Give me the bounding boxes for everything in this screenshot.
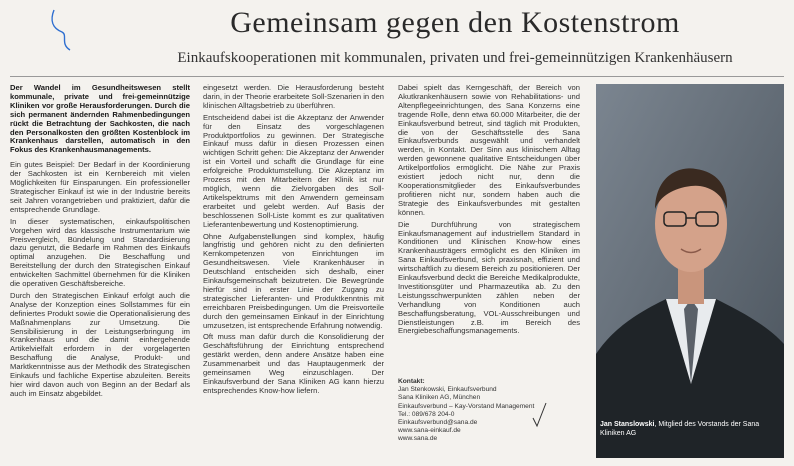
- paragraph: In dieser systematischen, einkaufspolitischen Vorgehen wird das klassische Instrumentarium wie Preisvergleich, Bündelung und Standardisierung dazu genutzt, die Bedarfe im Rahmen des Einkaufs optimal anzugehen. Die Beschaffung und Bereitstellung der durch den Strategischen Einkauf entwickelten Sachmittel übernehmen für die Kliniken die operativen Geschäftsbereiche.: [10, 216, 190, 289]
- paragraph: Oft muss man dafür durch die Konsolidierung der Geschäftsführung der Einrichtung entsprechend gestärkt werden, denn andere Ansätze haben eine Zusammenarbeit und das Hauptaugenmerk der gemeinsamen Weg einzuschlagen. Der Einkaufsverbund der Sana Kliniken AG kann hierzu entsprechendes Know-how liefern.: [203, 332, 384, 395]
- photo-caption: [600, 420, 780, 438]
- contact-box: [398, 378, 580, 460]
- contact-line: Einkaufsverbund – Kay-Vorstand Management: [398, 402, 535, 410]
- paragraph: Durch den Strategischen Einkauf erfolgt auch die Analyse der Konzeption eines Sollstammes für ein definiertes Produkt sowie die Operationalisierung des Maßnahmenplans zur Umsetzung. Die Sensibilisierung in der Leistungserbringung im Krankenhaus und die damit einhergehende Artikelvielfalt erfordern in der vorgelagerten Beschaffung die Analyse, Produkt- und Marktkenntnisse aus der Methodik des Strategischen Einkaufs und fachliche Expertise abzuleiten. Bereits hier wird davon auch von Beginn an der Bedarf als auch im Einsatz abgebildet.: [10, 290, 190, 398]
- article-column-2: [203, 84, 384, 456]
- contact-line: Sana Kliniken AG, München: [398, 394, 481, 402]
- article-headline: Gemeinsam gegen den Kostenstrom: [230, 6, 680, 39]
- contact-label: Kontakt:: [398, 378, 425, 385]
- paragraph: Ohne Aufgabenstellungen sind komplex, häufig langfristig und gehören nicht zu den definierten Kernkompetenzen von Einrichtungen im Gesundheitswesen. Viele Krankenhäuser in Deutschland entscheiden sich deshalb, einer Einkaufsgemeinschaft beizutreten. Die Bewegründe hierfür sind in erster Linie der Zugang zu strategischer Lieferanten- und Produktkenntnis mit erreichbaren Preisbedingungen. Um die Preisvorteile durch den gemeinsamen Einkauf in der Einrichtung umzusetzen, ist entsprechende Erfahrung notwendig.: [203, 231, 384, 330]
- article-lead: Der Wandel im Gesundheitswesen stellt kommunale, private und frei-gemeinnützige Kliniken vor große Herausforderungen. Durch die sich permanent ändernden Rahmenbedingungen rückt die Betrachtung der Sachkosten, die nach den Personalkosten den größten Kostenblock im Krankenhaus darstellen, automatisch in den Fokus des Krankenhausmanagements.: [10, 84, 190, 155]
- contact-website: www.sana.de: [398, 435, 438, 443]
- caption-name: Jan Stanslowski: [600, 421, 655, 428]
- paragraph: Ein gutes Beispiel: Der Bedarf in der Koordinierung der Sachkosten ist ein Kernbereich mit vielen Möglichkeiten für Einsparungen. Ein professioneller Strategischer Einkauf ist wie in der Industrie bereits seit Jahren vorangetrieben und praktiziert, dafür die entsprechende Grundlage.: [10, 160, 190, 214]
- header-divider: [10, 76, 784, 77]
- check-mark-icon: [530, 400, 550, 430]
- paragraph: Dabei spielt das Kerngeschäft, der Bereich von Akutkrankenhäusern sowie von Rehabilitations- und Altenpflegeeinrichtungen, des Sana Konzerns eine tragende Rolle, denn etwa 60.000 Mitarbeiter, die der Einkaufsverbund betreut, sind täglich mit Produkten, die von der Geschäftsstelle des Sana Einkaufsverbunds ausgewählt und verhandelt werden, in Kontakt. Der Sinn aus klinischem Alltag werden gewonnene qualitative Entscheidungen über Artikelportfolios ermöglicht. Die Nähe zur Praxis existiert jedoch nicht nur, denn die Kooperationsmitglieder des Einkaufsverbundes profitieren nicht nur, sondern haben auch die Strategie des Einkaufsverbundes mit gestalten können.: [398, 84, 580, 217]
- paragraph: eingesetzt werden. Die Herausforderung besteht darin, in der Theorie erarbeitete Soll-Szenarien in den klinischen Alltagsbetrieb zu überführen.: [203, 84, 384, 110]
- contact-website: www.sana-einkauf.de: [398, 427, 461, 435]
- article-column-1: [10, 84, 190, 456]
- article-subheadline: Einkaufskooperationen mit kommunalen, privaten und frei-gemeinnützigen Krankenhäusern: [177, 50, 733, 66]
- paragraph: Die Durchführung von strategischem Einkaufsmanagement auf industriellem Standard in Konditionen und Klinischen Know-how eines Krankenhausträgers ermöglicht es den Kliniken im Sana Einkaufsverbund, sich praxisnah, effizient und wirtschaftlich zu diesem Bereich zu positionieren. Der Einkaufsverbund deckt die Bereiche Medikalprodukte, Investitionsgüter und Pharmazeutika ab. Zu den Leistungsschwerpunkten zählen neben der Verhandlung von Konditionen auch Beschaffungsberatung, VOL-Ausschreibungen und Dienstleistungen z.B. im Bereich des Energiebeschaffungsmanagements.: [398, 219, 580, 336]
- contact-email: Einkaufsverbund@sana.de: [398, 419, 478, 427]
- caption-role: , Mitglied des Vorstands der Sana Kliniken AG: [600, 421, 760, 437]
- article-column-3: [398, 84, 580, 374]
- portrait-photo: [596, 84, 784, 458]
- contact-line: Tel.: 089/678 204-0: [398, 410, 455, 418]
- pen-scribble-icon: [32, 6, 92, 66]
- paragraph: Entscheidend dabei ist die Akzeptanz der Anwender für den Einsatz des vorgeschlagenen Produktportfolios zu gewinnen. Der Strategische Einkauf muss dafür in diesen Prozessen einen wichtigen Schritt gehen: Die Akzeptanz der Anwender ist ein Vorteil und schafft die Grundlage für eine erfolgreiche Produktumstellung. Die Akzeptanz im Prozess mit den Mitarbeitern der Klinik ist nur möglich, wenn die Zielvorgaben des Soll-Artikelspektrums mit den Anwendern gemeinsam erarbeitet und gelebt werden. Auf Basis der beschlossenen Soll-Liste kommt es zur qualitativen Lieferantenbewertung und Kostenoptimierung.: [203, 112, 384, 229]
- contact-line: Jan Stenkowski, Einkaufsverbund: [398, 386, 497, 394]
